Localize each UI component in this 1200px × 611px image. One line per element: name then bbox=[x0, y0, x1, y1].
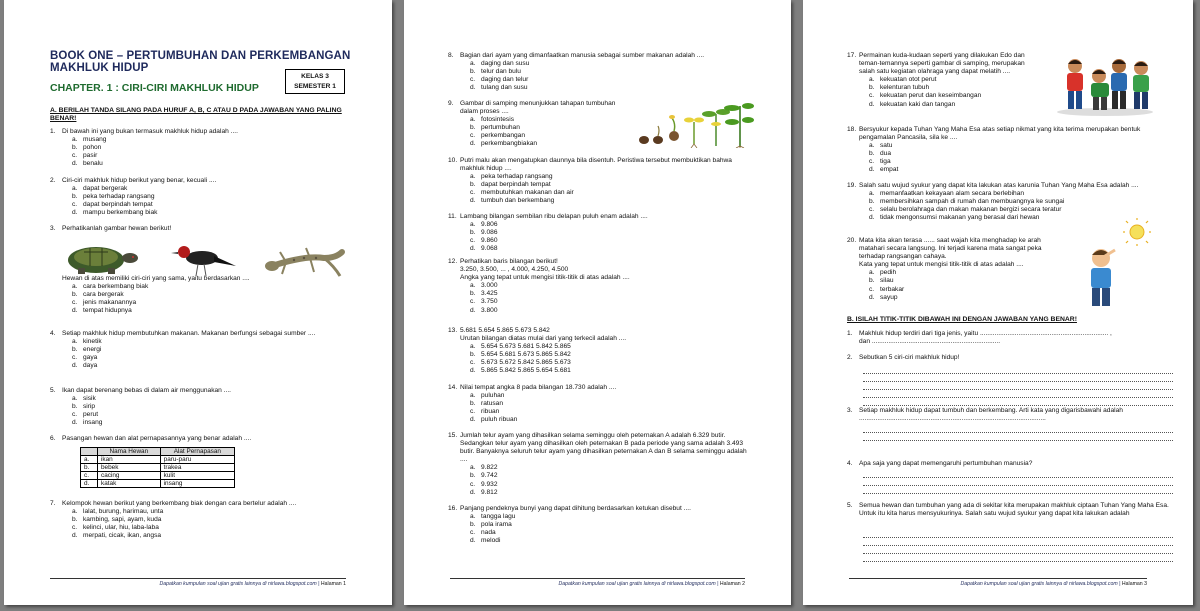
question-stem: Kelompok hewan berikut yang berkembang biak dengan cara bertelur adalah .... bbox=[62, 500, 297, 507]
answer-option[interactable]: c. membutuhkan makanan dan air bbox=[470, 189, 574, 197]
answer-option[interactable]: a. sisik bbox=[72, 395, 96, 403]
breathing-organs-table bbox=[80, 447, 235, 488]
question-stem: Setiap makhluk hidup membutuhkan makanan. Makanan berfungsi sebagai sumber .... bbox=[62, 330, 316, 337]
question-stem: Nilai tempat angka 8 pada bilangan 18.730 adalah .... bbox=[460, 384, 617, 391]
answer-option[interactable]: a. lalat, burung, harimau, unta bbox=[72, 508, 164, 516]
answer-lines[interactable] bbox=[863, 366, 1173, 406]
answer-option[interactable]: a. fotosintesis bbox=[470, 116, 514, 124]
question-stem: Mata kita akan terasa ...... saat wajah kita menghadap ke arah matahari secara langsung. Ini terjadi karena mata sangat peka terhadap rangsangan cahaya. bbox=[859, 237, 1042, 261]
question-stem: Pasangan hewan dan alat pernapasannya yang benar adalah .... bbox=[62, 435, 252, 442]
answer-option[interactable]: d. tumbuh dan berkembang bbox=[470, 197, 555, 205]
answer-option[interactable]: c. nada bbox=[470, 529, 496, 537]
answer-option[interactable]: b. sirip bbox=[72, 403, 96, 411]
answer-option[interactable]: d. tempat hidupnya bbox=[72, 307, 132, 315]
answer-option[interactable]: a. satu bbox=[869, 142, 893, 150]
answer-option[interactable]: d. merpati, cicak, ikan, angsa bbox=[72, 532, 162, 540]
table-row: d. katak insang bbox=[81, 480, 235, 488]
kids-playing-picture bbox=[1055, 46, 1155, 116]
table-row: a. ikan paru-paru bbox=[81, 456, 235, 464]
question-7: 7. Kelompok hewan berikut yang berkembang biak dengan cara bertelur adalah .... a. lalat, burung, harimau, unta b. kambing, sapi, ayam, kuda c. kelinci, ular, hiu, laba-laba d. merpati, cicak, ikan, angsa bbox=[50, 500, 350, 540]
turtle-picture bbox=[54, 238, 144, 278]
answer-option[interactable]: a. peka terhadap rangsang bbox=[470, 173, 553, 181]
question-stem: Ikan dapat berenang bebas di dalam air menggunakan .... bbox=[62, 387, 231, 394]
question-stem: Permainan kuda-kudaan seperti yang dilakukan Edo dan teman-temannya seperti gambar di samping, merupakan salah satu kegiatan olahraga yang dapat melatih .... bbox=[859, 52, 1025, 76]
answer-option[interactable]: a. daging dan susu bbox=[470, 60, 530, 68]
question-16: 16. Panjang pendeknya bunyi yang dapat dihitung berdasarkan ketukan disebut .... a. tangga lagu b. pola irama c. nada d. melodi bbox=[448, 505, 748, 545]
answer-option[interactable]: b. 9.742 bbox=[470, 472, 498, 480]
answer-option[interactable]: d. benalu bbox=[72, 160, 103, 168]
plant-growth-picture bbox=[636, 100, 754, 148]
answer-option[interactable]: d. perkembangbiakan bbox=[470, 140, 538, 148]
answer-option[interactable]: c. perut bbox=[72, 411, 99, 419]
answer-option[interactable]: b. kambing, sapi, ayam, kuda bbox=[72, 516, 162, 524]
answer-option[interactable]: d. empat bbox=[869, 166, 899, 174]
essay-question-2: 2. Sebutkan 5 ciri-ciri makhluk hidup! bbox=[847, 354, 960, 361]
answer-option[interactable]: b. 5.654 5.681 5.673 5.865 5.842 bbox=[470, 351, 571, 359]
answer-option[interactable]: d. 9.812 bbox=[470, 488, 498, 496]
answer-option[interactable]: a. memanfaatkan kekayaan alam secara berlebihan bbox=[869, 190, 1025, 198]
question-stem: Jumlah telur ayam yang dihasilkan selama seminggu oleh peternakan A adalah 6.329 butir. Sedangkan telur ayam yang dihasilkan oleh peternakan B pada periode yang sama adalah 3.493 butir. Banyaknya seluruh telur ayam yang dihasilkan peternakan A dan B selama seminggu adalah .... bbox=[460, 432, 747, 464]
question-12: 12. Perhatikan baris bilangan berikut! 3.250, 3.500, ... , 4.000, 4.250, 4.500 Angka yang tepat untuk mengisi titik-titik di atas adalah .... a. 3.000 b. 3.425 c. 3.750 d. 3.800 bbox=[448, 258, 748, 315]
answer-option[interactable]: b. cara bergerak bbox=[72, 291, 124, 299]
answer-option[interactable]: a. pedih bbox=[869, 269, 897, 277]
question-stem: Di bawah ini yang bukan termasuk makhluk hidup adalah .... bbox=[62, 128, 238, 135]
answer-option[interactable]: d. tulang dan susu bbox=[470, 84, 528, 92]
answer-option[interactable]: a. kekuatan otot perut bbox=[869, 76, 937, 84]
answer-option[interactable]: a. 5.654 5.673 5.681 5.842 5.865 bbox=[470, 343, 571, 351]
answer-option[interactable]: b. membersihkan sampah di rumah dan membuangnya ke sungai bbox=[869, 198, 1065, 206]
answer-option[interactable]: b. pohon bbox=[72, 144, 102, 152]
table-header: Alat Pernapasan bbox=[160, 448, 234, 456]
table-row: c. cacing kulit bbox=[81, 472, 235, 480]
answer-option[interactable]: a. dapat bergerak bbox=[72, 185, 128, 193]
page-footer: Dapatkan kumpulan soal ujian gratis lainnya di nirlawa.blogspot.com | Halaman 1 bbox=[50, 578, 346, 587]
worksheet-page-3 bbox=[803, 0, 1193, 605]
answer-option[interactable]: b. ratusan bbox=[470, 400, 503, 408]
question-2: 2. Ciri-ciri makhluk hidup berikut yang benar, kecuali .... a. dapat bergerak b. peka terhadap rangsang c. dapat berpindah tempat d. mampu berkembang biak bbox=[50, 177, 350, 217]
answer-option[interactable]: d. 5.865 5.842 5.865 5.654 5.681 bbox=[470, 367, 571, 375]
book-title: BOOK ONE – PERTUMBUHAN DAN PERKEMBANGAN MAKHLUK HIDUP bbox=[50, 50, 351, 74]
answer-option[interactable]: c. pasir bbox=[72, 152, 98, 160]
question-1: 1. Di bawah ini yang bukan termasuk makhluk hidup adalah .... a. musang b. pohon c. pasir d. benalu bbox=[50, 128, 350, 168]
question-15: 15. Jumlah telur ayam yang dihasilkan selama seminggu oleh peternakan A adalah 6.329 butir. Sedangkan telur ayam yang dihasilkan oleh peternakan B pada periode yang sama adalah 3.493 butir. Banyaknya seluruh telur ayam yang dihasilkan peternakan A dan B selama seminggu adalah .... a. 9.822 b. 9.742 c. 9.932 d. 9.812 bbox=[448, 432, 747, 496]
answer-option[interactable]: a. kinetik bbox=[72, 338, 102, 346]
answer-option[interactable]: a. 3.000 bbox=[470, 282, 498, 290]
question-stem: Panjang pendeknya bunyi yang dapat dihitung berdasarkan ketukan disebut .... bbox=[460, 505, 691, 512]
answer-option[interactable]: d. mampu berkembang biak bbox=[72, 209, 158, 217]
answer-option[interactable]: d. sayup bbox=[869, 293, 898, 301]
answer-lines[interactable] bbox=[863, 470, 1173, 494]
question-14: 14. Nilai tempat angka 8 pada bilangan 18.730 adalah .... a. puluhan b. ratusan c. ribuan d. puluh ribuan bbox=[448, 384, 748, 424]
answer-option[interactable]: a. cara berkembang biak bbox=[72, 283, 149, 291]
question-stem: Putri malu akan mengatupkan daunnya bila disentuh. Peristiwa tersebut membuktikan bahwa makhluk hidup .... bbox=[460, 157, 732, 173]
worksheet-page-2 bbox=[404, 0, 791, 605]
question-stem: Urutan bilangan diatas mulai dari yang terkecil adalah .... bbox=[460, 335, 627, 343]
answer-option[interactable]: b. pertumbuhan bbox=[470, 124, 520, 132]
answer-option[interactable]: a. tangga lagu bbox=[470, 513, 516, 521]
answer-option[interactable]: c. perkembangan bbox=[470, 132, 525, 140]
answer-option[interactable]: c. terbakar bbox=[869, 285, 905, 293]
answer-option[interactable]: d. melodi bbox=[470, 537, 501, 545]
question-stem: Ciri-ciri makhluk hidup berikut yang benar, kecuali .... bbox=[62, 177, 217, 184]
question-4: 4. Setiap makhluk hidup membutuhkan makanan. Makanan berfungsi sebagai sumber .... a. kinetik b. energi c. gaya d. daya bbox=[50, 330, 350, 370]
boy-in-sun-picture bbox=[1071, 218, 1155, 310]
essay-question-3: 3. Setiap makhluk hidup dapat tumbuh dan berkembang. Arti kata yang digarisbawahi adalah ...................................................................................................... bbox=[847, 407, 1123, 423]
answer-option[interactable]: c. 9.932 bbox=[470, 480, 498, 488]
answer-option[interactable]: b. peka terhadap rangsang bbox=[72, 193, 155, 201]
answer-option[interactable]: c. jenis makanannya bbox=[72, 299, 137, 307]
answer-option[interactable]: d. tidak mengonsumsi makanan yang berasal dari hewan bbox=[869, 214, 1040, 222]
answer-option[interactable]: d. puluh ribuan bbox=[470, 416, 518, 424]
question-5: 5. Ikan dapat berenang bebas di dalam air menggunakan .... a. sisik b. sirip c. perut d. insang bbox=[50, 387, 350, 427]
question-8: 8. Bagian dari ayam yang dimanfaatkan manusia sebagai sumber makanan adalah .... a. daging dan susu b. telur dan bulu c. daging dan telur d. tulang dan susu bbox=[448, 52, 748, 92]
bird-picture bbox=[170, 238, 240, 280]
number-sequence: 3.250, 3.500, ... , 4.000, 4.250, 4.500 bbox=[460, 266, 569, 274]
answer-option[interactable]: a. 9.806 bbox=[470, 221, 498, 229]
answer-option[interactable]: c. daging dan telur bbox=[470, 76, 529, 84]
question-stem: Perhatikan baris bilangan berikut! bbox=[460, 258, 558, 265]
answer-option[interactable]: c. selalu berolahraga dan makan makanan bergizi secara teratur bbox=[869, 206, 1062, 214]
question-stem: Angka yang tepat untuk mengisi titik-titik di atas adalah .... bbox=[460, 274, 630, 282]
page-footer: Dapatkan kumpulan soal ujian gratis lainnya di nirlawa.blogspot.com | Halaman 2 bbox=[450, 578, 745, 587]
question-stem: Salah satu wujud syukur yang dapat kita lakukan atas karunia Tuhan Yang Maha Esa adalah .... bbox=[859, 182, 1139, 189]
answer-option[interactable]: b. dua bbox=[869, 150, 892, 158]
question-6: 6. Pasangan hewan dan alat pernapasannya yang benar adalah .... bbox=[50, 435, 252, 442]
question-17: 17. Permainan kuda-kudaan seperti yang dilakukan Edo dan teman-temannya seperti gambar di samping, merupakan salah satu kegiatan olahraga yang dapat melatih .... a. kekuatan otot perut b. kelenturan tubuh c. kekuatan perut dan keseimbangan d. kekuatan kaki dan tangan bbox=[847, 52, 1027, 109]
question-13: 13. 5.681 5.654 5.865 5.673 5.842 Urutan bilangan diatas mulai dari yang terkecil adalah .... a. 5.654 5.673 5.681 5.842 5.865 b. 5.654 5.681 5.673 5.865 5.842 c. 5.673 5.672 5.842 5.865 5.673 d. 5.865 5.842 5.865 5.654 5.681 bbox=[448, 327, 748, 376]
number-sequence: 5.681 5.654 5.865 5.673 5.842 bbox=[460, 327, 550, 334]
class-semester-box: KELAS 3 SEMESTER 1 bbox=[285, 69, 345, 94]
answer-option[interactable]: b. silau bbox=[869, 277, 894, 285]
answer-option[interactable]: c. 9.860 bbox=[470, 237, 498, 245]
answer-option[interactable]: d. kekuatan kaki dan tangan bbox=[869, 100, 956, 108]
answer-option[interactable]: d. 3.800 bbox=[470, 306, 498, 314]
answer-option[interactable]: b. telur dan bulu bbox=[470, 68, 521, 76]
answer-option[interactable]: c. tiga bbox=[869, 158, 891, 166]
essay-question-5: 5. Semua hewan dan tumbuhan yang ada di sekitar kita merupakan makhluk ciptaan Tuhan Yang Maha Esa. Untuk itu kita harus mensyukurinya. Salah satu wujud syukur yang dapat kita lakukan adalah bbox=[847, 502, 1169, 518]
question-11: 11. Lambang bilangan sembilan ribu delapan puluh enam adalah .... a. 9.806 b. 9.086 c. 9.860 d. 9.068 bbox=[448, 213, 748, 253]
answer-option[interactable]: b. energi bbox=[72, 346, 102, 354]
answer-option[interactable]: d. 9.068 bbox=[470, 245, 498, 253]
question-stem: Gambar di samping menunjukkan tahapan tumbuhan dalam proses .... bbox=[460, 100, 616, 116]
question-stem: Bagian dari ayam yang dimanfaatkan manusia sebagai sumber makanan adalah .... bbox=[460, 52, 705, 59]
question-18: 18. Bersyukur kepada Tuhan Yang Maha Esa atas setiap nikmat yang kita terima merupakan bentuk pengamalan Pancasila, sila ke .... a. satu b. dua c. tiga d. empat bbox=[847, 126, 1177, 175]
answer-option[interactable]: a. puluhan bbox=[470, 392, 505, 400]
answer-option[interactable]: c. gaya bbox=[72, 354, 98, 362]
question-10: 10. Putri malu akan mengatupkan daunnya bila disentuh. Peristiwa tersebut membuktikan bahwa makhluk hidup .... a. peka terhadap rangsang b. dapat berpindah tempat c. membutuhkan makanan dan air d. tumbuh dan berkembang bbox=[448, 157, 748, 206]
answer-option[interactable]: d. insang bbox=[72, 419, 103, 427]
question-stem: Lambang bilangan sembilan ribu delapan puluh enam adalah .... bbox=[460, 213, 648, 220]
question-stem: Bersyukur kepada Tuhan Yang Maha Esa atas setiap nikmat yang kita terima merupakan bentuk pengamalan Pancasila, sila ke .... bbox=[859, 126, 1141, 142]
gecko-picture bbox=[264, 236, 346, 280]
answer-option[interactable]: c. 5.673 5.672 5.842 5.865 5.673 bbox=[470, 359, 571, 367]
answer-option[interactable]: c. kelinci, ular, hiu, laba-laba bbox=[72, 524, 159, 532]
answer-option[interactable]: a. musang bbox=[72, 136, 107, 144]
table-header bbox=[81, 448, 98, 456]
question-20: 20. Mata kita akan terasa ...... saat wajah kita menghadap ke arah matahari secara langsung. Ini terjadi karena mata sangat peka terhadap rangsangan cahaya. Kata yang tepat untuk mengisi titik-titik di atas adalah .... a. pedih b. silau c. terbakar d. sayup bbox=[847, 237, 1047, 302]
section-b-instructions: B. ISILAH TITIK-TITIK DIBAWAH INI DENGAN JAWABAN YANG BENAR! bbox=[847, 316, 1077, 323]
essay-question-4: 4. Apa saja yang dapat memengaruhi pertumbuhan manusia? bbox=[847, 460, 1033, 467]
answer-lines[interactable] bbox=[863, 530, 1173, 562]
answer-lines[interactable] bbox=[863, 425, 1173, 441]
answer-option[interactable]: c. dapat berpindah tempat bbox=[72, 201, 153, 209]
question-stem: Perhatikanlah gambar hewan berikut! bbox=[62, 225, 172, 232]
table-header: Nama Hewan bbox=[98, 448, 161, 456]
chapter-title: CHAPTER. 1 : CIRI-CIRI MAKHLUK HIDUP bbox=[50, 82, 259, 94]
answer-option[interactable]: b. 3.425 bbox=[470, 290, 498, 298]
essay-question-1: 1. Makhluk hidup terdiri dari tiga jenis, yaitu ...................................................................... , dan ...................................................................... bbox=[847, 330, 1112, 346]
table-row: b. bebek trakea bbox=[81, 464, 235, 472]
answer-option[interactable]: b. pola irama bbox=[470, 521, 512, 529]
answer-option[interactable]: c. 3.750 bbox=[470, 298, 498, 306]
question-9: 9. Gambar di samping menunjukkan tahapan tumbuhan dalam proses .... a. fotosintesis b. pertumbuhan c. perkembangan d. perkembangbiakan bbox=[448, 100, 628, 149]
question-stem: Hewan di atas memiliki ciri-ciri yang sama, yaitu berdasarkan .... bbox=[62, 275, 250, 283]
answer-option[interactable]: b. 9.086 bbox=[470, 229, 498, 237]
question-3: 3. Perhatikanlah gambar hewan berikut! Hewan di atas memiliki ciri-ciri yang sama, yaitu berdasarkan .... a. cara berkembang biak b. cara bergerak c. jenis makanannya d. tempat hidupnya bbox=[50, 225, 350, 316]
answer-option[interactable]: d. daya bbox=[72, 362, 98, 370]
answer-option[interactable]: a. 9.822 bbox=[470, 464, 498, 472]
page-footer: Dapatkan kumpulan soal ujian gratis lainnya di nirlawa.blogspot.com | Halaman 3 bbox=[849, 578, 1147, 587]
answer-option[interactable]: c. kekuatan perut dan keseimbangan bbox=[869, 92, 982, 100]
answer-option[interactable]: b. dapat berpindah tempat bbox=[470, 181, 551, 189]
worksheet-page-1 bbox=[4, 0, 392, 605]
answer-option[interactable]: b. kelenturan tubuh bbox=[869, 84, 930, 92]
question-stem: Kata yang tepat untuk mengisi titik-titik di atas adalah .... bbox=[859, 261, 1024, 269]
section-a-instructions: A. BERILAH TANDA SILANG PADA HURUF A, B, C ATAU D PADA JAWABAN YANG PALING BENAR! bbox=[50, 107, 342, 122]
question-19: 19. Salah satu wujud syukur yang dapat kita lakukan atas karunia Tuhan Yang Maha Esa adalah .... a. memanfaatkan kekayaan alam secara berlebihan b. membersihkan sampah di rumah dan membuangnya ke sungai c. selalu berolahraga dan makan makanan bergizi secara teratur d. tidak mengonsumsi makanan yang berasal dari hewan bbox=[847, 182, 1177, 222]
answer-option[interactable]: c. ribuan bbox=[470, 408, 500, 416]
